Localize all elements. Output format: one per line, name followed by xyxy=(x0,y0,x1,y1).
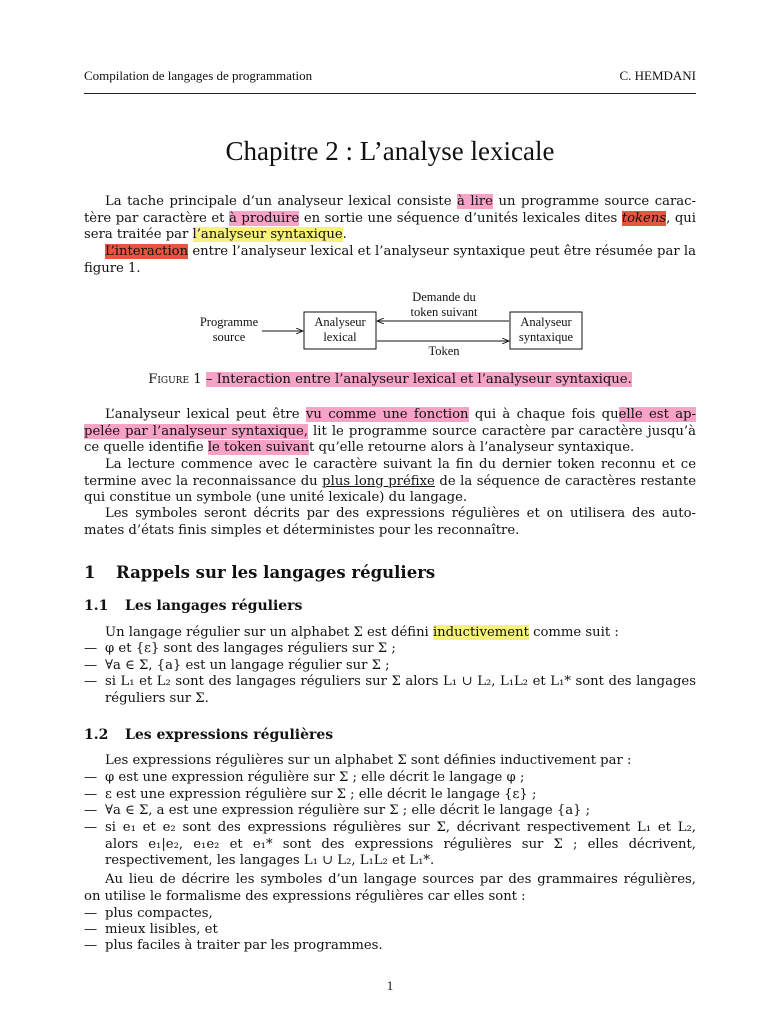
list-item-text: φ et {ε} sont des langages réguliers sur Σ ; xyxy=(105,641,396,656)
list-item-text: ∀a ∈ Σ, a est une expression régulière sur Σ ; elle décrit le langage {a} ; xyxy=(105,803,591,818)
regex-intro: Les expressions régulières sur un alphabet Σ sont définies inductivement par : xyxy=(105,753,632,768)
subsection-heading xyxy=(84,727,333,743)
text-run: . xyxy=(342,227,347,243)
section-heading xyxy=(84,563,435,582)
source-label xyxy=(189,315,269,345)
lexer-function-paragraph xyxy=(84,407,696,457)
list-item-text: si e₁ et e₂ sont des expressions régulières sur Σ, décrivant respectivement L₁ et L₂, alors e₁|e₂, e₁e₂ et e₁* sont des expressions régulières sur Σ ; elles décrivent, respectivement, les langages L₁ ∪ L₂, L₁L₂ et L₁*. xyxy=(105,820,696,869)
highlight-pink: à lire xyxy=(457,194,493,209)
list-item xyxy=(84,820,696,870)
text-run: La lecture commence avec le caractère suivant la fin du dernier token reconnu et ce termine avec la reconnaissance du xyxy=(84,457,696,489)
list-item xyxy=(84,922,696,939)
list-dash: — xyxy=(84,922,98,937)
list-item-text: ∀a ∈ Σ, {a} est un langage régulier sur Σ ; xyxy=(105,658,390,673)
figure-caption xyxy=(84,372,696,387)
list-item xyxy=(84,770,696,787)
list-item xyxy=(84,938,696,955)
highlight-pink: vu comme une fonction xyxy=(305,407,469,422)
label-line: syntaxique xyxy=(518,330,574,344)
text-run: t qu’elle retourne alors à l’analyseur syntaxique. xyxy=(309,440,635,456)
label-line: Analyseur xyxy=(314,315,366,329)
header-rule xyxy=(84,93,696,94)
highlight-red: L’interaction xyxy=(105,244,189,259)
text-run: un programme source carac-tère par caractère et xyxy=(84,194,696,226)
header-course-title: Compilation de langages de programmation xyxy=(84,68,313,83)
interaction-paragraph xyxy=(84,244,696,277)
request-label xyxy=(394,290,494,320)
parser-label xyxy=(510,315,582,345)
regular-languages-intro xyxy=(84,625,696,642)
list-dash: — xyxy=(84,938,98,953)
list-item-text: si L₁ et L₂ sont des langages réguliers sur Σ alors L₁ ∪ L₂, L₁L₂ et L₁* sont des langages réguliers sur Σ. xyxy=(105,674,696,706)
highlight-red: tokens xyxy=(621,210,667,226)
text-run: lit le programme source caractère par caractère jusqu’à ce quelle identifie xyxy=(84,423,696,456)
text-run: Un langage régulier sur un alphabet Σ est défini xyxy=(105,625,433,640)
section-number: 1 xyxy=(84,563,96,582)
list-dash: — xyxy=(84,641,98,656)
subsection-heading xyxy=(84,598,302,614)
list-item-text: ε est une expression régulière sur Σ ; elle décrit le langage {ε} ; xyxy=(105,787,537,802)
list-item-text: plus compactes, xyxy=(105,906,213,921)
token-label: Token xyxy=(428,344,460,358)
text-run: de la séquence de caractères restante qui constitue un symbole (une unité lexicale) du langage. xyxy=(84,473,696,506)
list-dash: — xyxy=(84,803,98,818)
list-item-text: plus faciles à traiter par les programmes. xyxy=(105,938,383,953)
subsection-number: 1.2 xyxy=(84,727,109,743)
text-run: La tache principale d’un analyseur lexical consiste xyxy=(105,194,458,209)
list-item xyxy=(84,674,696,707)
label-line: Analyseur xyxy=(520,315,572,329)
longest-prefix-paragraph xyxy=(84,457,696,507)
list-item xyxy=(84,641,696,658)
highlight-pink: – Interaction entre l’analyseur lexical et l’analyseur syntaxique. xyxy=(205,372,632,387)
section-title: Rappels sur les langages réguliers xyxy=(116,563,436,582)
highlight-pink: elle est ap-pelée par l’analyseur syntaxique, xyxy=(84,407,696,439)
interaction-diagram xyxy=(84,288,604,366)
list-dash: — xyxy=(84,674,98,689)
intro-paragraph xyxy=(84,194,696,244)
list-dash: — xyxy=(84,787,98,802)
subsection-title: Les expressions régulières xyxy=(125,727,334,743)
symbols-paragraph: Les symboles seront décrits par des expressions régulières et on utilisera des auto-mates d’états finis simples et déterministes pour les reconnaître. xyxy=(84,506,696,538)
label-line: token suivant xyxy=(410,305,478,319)
label-line: source xyxy=(212,330,246,344)
text-run: L’analyseur lexical peut être xyxy=(105,407,306,422)
text-run: comme suit : xyxy=(528,625,619,640)
lexer-label xyxy=(304,315,376,345)
list-item xyxy=(84,787,696,804)
list-dash: — xyxy=(84,770,98,785)
list-item-text: mieux lisibles, et xyxy=(105,922,218,937)
highlight-yellow: l’analyseur syntaxique xyxy=(192,227,343,243)
label-line: lexical xyxy=(323,330,357,344)
label-line: Programme xyxy=(199,315,259,329)
list-dash: — xyxy=(84,820,98,835)
list-dash: — xyxy=(84,906,98,921)
label-line: Demande du xyxy=(412,290,476,304)
list-dash: — xyxy=(84,658,98,673)
text-run: en sortie une séquence d’unités lexicales dites xyxy=(299,210,622,226)
highlight-pink: le token suivan xyxy=(207,440,310,456)
highlight-yellow: inductivement xyxy=(432,625,529,640)
list-item xyxy=(84,803,696,820)
page-number: 1 xyxy=(386,978,394,993)
text-run: , qui sera traitée par xyxy=(84,210,696,243)
chapter-title: Chapitre 2 : L’analyse lexicale xyxy=(225,136,555,166)
text-run: qui à chaque fois qu xyxy=(468,407,619,422)
header-author: C. HEMDANI xyxy=(619,68,696,83)
list-item xyxy=(84,658,696,675)
list-item-text: φ est une expression régulière sur Σ ; elle décrit le langage φ ; xyxy=(105,770,525,785)
highlight-pink: à produire xyxy=(229,210,300,226)
caption-label: Figure 1 xyxy=(148,372,202,387)
formalism-paragraph: Au lieu de décrire les symboles d’un langage sources par des grammaires régulières, on utilise le formalisme des expressions régulières car elles sont : xyxy=(84,872,696,904)
subsection-number: 1.1 xyxy=(84,598,109,614)
text-run: entre l’analyseur lexical et l’analyseur syntaxique peut être résumée par la figure 1. xyxy=(84,244,696,276)
subsection-title: Les langages réguliers xyxy=(125,598,303,614)
list-item xyxy=(84,906,696,923)
underlined-term: plus long préfixe xyxy=(322,473,435,489)
